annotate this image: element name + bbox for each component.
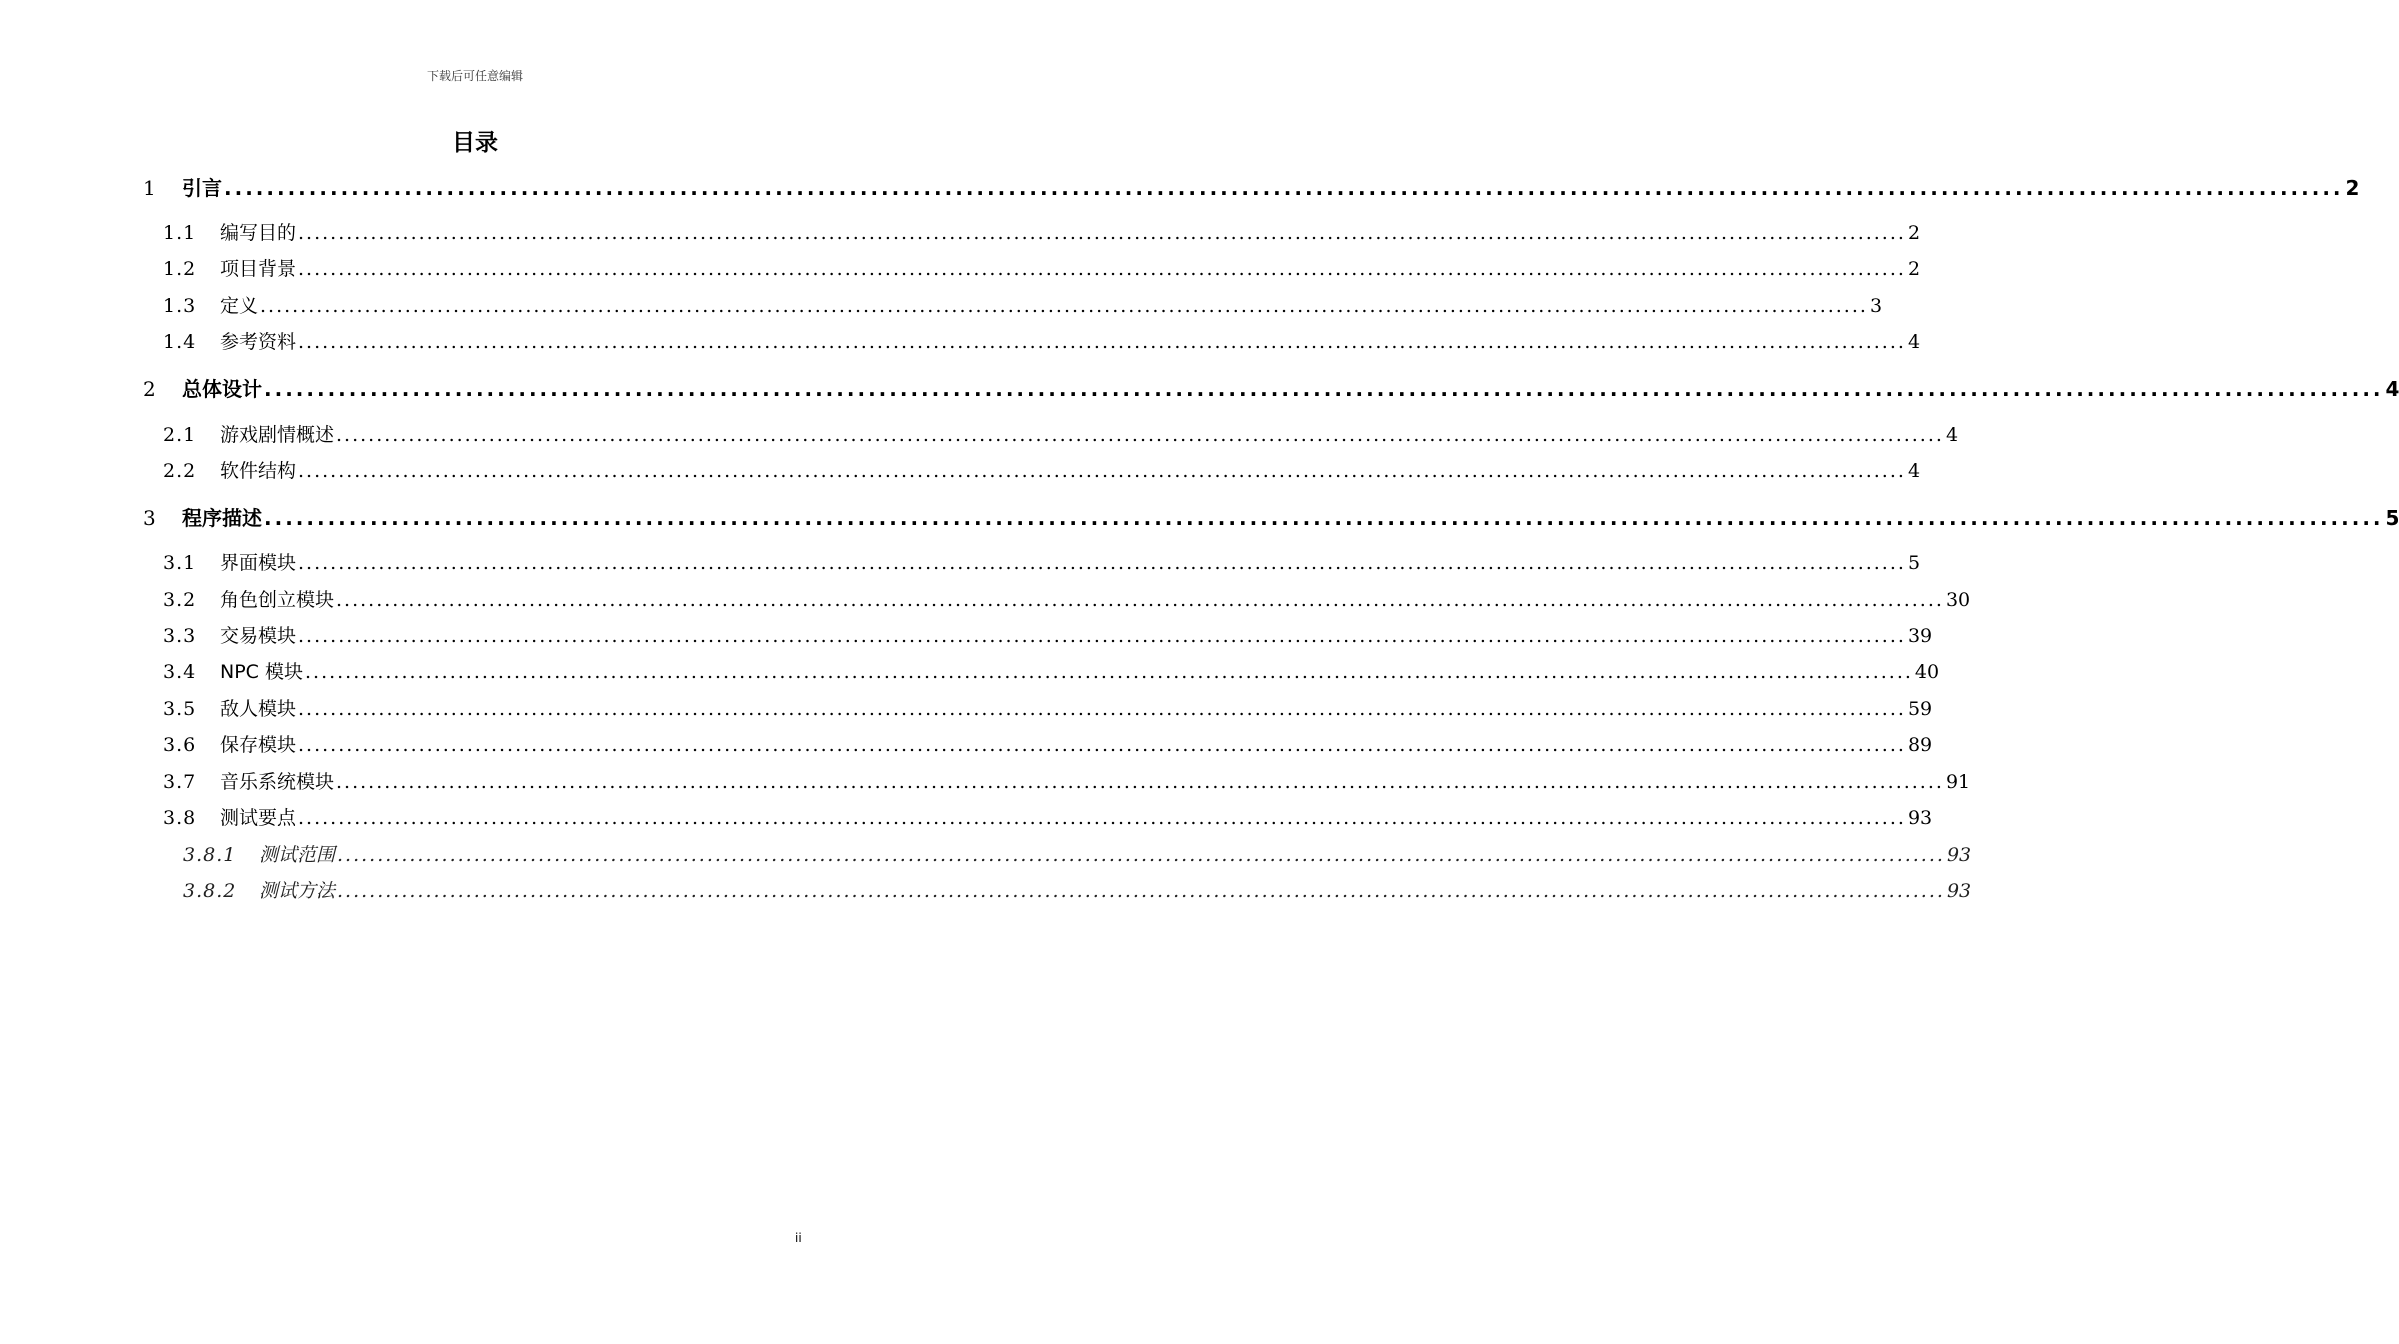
toc-entry[interactable] bbox=[163, 420, 1959, 450]
toc-entry-page: 93 bbox=[1907, 807, 1933, 829]
toc-entry[interactable] bbox=[163, 585, 1971, 615]
toc-entry-page: 91 bbox=[1945, 771, 1971, 793]
toc-entry-page: 2 bbox=[2345, 176, 2360, 200]
toc-entry-number: 2.1 bbox=[163, 424, 197, 446]
toc-entry-number: 3.8.2 bbox=[183, 880, 237, 902]
toc-entry[interactable] bbox=[163, 621, 1933, 651]
toc-entry[interactable] bbox=[163, 456, 1921, 486]
toc-entry-number: 3.8 bbox=[163, 807, 197, 829]
toc-dot-leader: ........................................................................................................................................................................................................ bbox=[298, 698, 1906, 720]
toc-entry-number: 3.4 bbox=[163, 661, 197, 683]
toc-dot-leader: ........................................................................................................................................................................................................ bbox=[298, 331, 1906, 353]
toc-entry[interactable] bbox=[163, 803, 1933, 833]
toc-entry[interactable] bbox=[163, 730, 1933, 760]
toc-entry-number: 3.8.1 bbox=[183, 844, 237, 866]
toc-entry-title: 参考资料 bbox=[220, 331, 297, 353]
toc-entry-page: 3 bbox=[1869, 295, 1883, 317]
toc-dot-leader: ........................................................................................................................................................................................................ bbox=[337, 844, 1945, 866]
toc-entry[interactable] bbox=[183, 840, 1972, 870]
toc-dot-leader: ........................................................................................................................................................................................................ bbox=[336, 771, 1944, 793]
toc-entry-page: 5 bbox=[2385, 506, 2399, 530]
toc-entry-title: 程序描述 bbox=[182, 506, 262, 530]
toc-entry[interactable] bbox=[163, 254, 1921, 284]
toc-entry-page: 4 bbox=[1945, 424, 1959, 446]
toc-dot-leader: ........................................................................................................................................................................................................ bbox=[304, 661, 1913, 683]
toc-entry-title: 游戏剧情概述 bbox=[220, 424, 335, 446]
toc-entry-page: 2 bbox=[1907, 222, 1921, 244]
toc-entry-page: 4 bbox=[1907, 460, 1921, 482]
toc-entry-page: 93 bbox=[1946, 880, 1972, 902]
toc-entry-title: 界面模块 bbox=[220, 552, 297, 574]
toc-entry-title: 引言 bbox=[182, 176, 222, 200]
toc-entry[interactable] bbox=[163, 694, 1933, 724]
toc-entry[interactable] bbox=[143, 172, 2360, 202]
page-header: 下载后可任意编辑 bbox=[426, 69, 523, 83]
toc-entry-number: 1.1 bbox=[163, 222, 197, 244]
toc-entry-number: 2.2 bbox=[163, 460, 197, 482]
toc-entry-page: 40 bbox=[1914, 661, 1940, 683]
toc-dot-leader: ........................................................................................................................................................................................................ bbox=[298, 734, 1906, 756]
toc-entry-number: 1.3 bbox=[163, 295, 197, 317]
toc-entry-number: 3.5 bbox=[163, 698, 197, 720]
toc-entry-page: 30 bbox=[1945, 589, 1971, 611]
toc-dot-leader: ........................................................................................................................................................................................................ bbox=[336, 589, 1944, 611]
toc-entry-number: 3 bbox=[143, 506, 156, 530]
toc-entry[interactable] bbox=[163, 218, 1921, 248]
toc-dot-leader: ........................................................................................................................................................................................................ bbox=[298, 222, 1906, 244]
toc-entry[interactable] bbox=[163, 657, 1940, 687]
toc-entry-number: 1.4 bbox=[163, 331, 197, 353]
toc-dot-leader: ........................................................................................................................................................................................................ bbox=[298, 258, 1906, 280]
toc-entry-number: 3.2 bbox=[163, 589, 197, 611]
toc-entry-title: 项目背景 bbox=[220, 258, 297, 280]
toc-dot-leader: ........................................................................................................................................................................................................ bbox=[224, 176, 2344, 200]
toc-entry[interactable] bbox=[163, 327, 1921, 357]
toc-entry-page: 4 bbox=[2385, 377, 2399, 401]
toc-entry-title: NPC 模块 bbox=[220, 661, 303, 683]
toc-dot-leader: ........................................................................................................................................................................................................ bbox=[298, 625, 1906, 647]
toc-entry[interactable] bbox=[143, 373, 2399, 403]
toc-entry-title: 角色创立模块 bbox=[220, 589, 335, 611]
toc-entry[interactable] bbox=[163, 548, 1921, 578]
toc-entry-title: 测试范围 bbox=[259, 844, 336, 866]
footer-page-number: ii bbox=[795, 1231, 802, 1245]
toc-entry-page: 39 bbox=[1907, 625, 1933, 647]
toc-entry-page: 2 bbox=[1907, 258, 1921, 280]
toc-dot-leader: ........................................................................................................................................................................................................ bbox=[336, 424, 1944, 446]
toc-entry-page: 5 bbox=[1907, 552, 1921, 574]
toc-entry-title: 交易模块 bbox=[220, 625, 297, 647]
toc-entry-title: 测试要点 bbox=[220, 807, 297, 829]
toc-dot-leader: ........................................................................................................................................................................................................ bbox=[264, 506, 2384, 530]
toc-entry-number: 1.2 bbox=[163, 258, 197, 280]
toc-entry-title: 敌人模块 bbox=[220, 698, 297, 720]
toc-entry[interactable] bbox=[163, 767, 1971, 797]
toc-entry-title: 测试方法 bbox=[259, 880, 336, 902]
toc-entry-title: 音乐系统模块 bbox=[220, 771, 335, 793]
toc-entry[interactable] bbox=[143, 502, 2399, 532]
toc-entry-number: 1 bbox=[143, 176, 156, 200]
toc-entry-number: 3.1 bbox=[163, 552, 197, 574]
toc-dot-leader: ........................................................................................................................................................................................................ bbox=[298, 460, 1906, 482]
toc-dot-leader: ........................................................................................................................................................................................................ bbox=[298, 807, 1906, 829]
toc-entry-page: 59 bbox=[1907, 698, 1933, 720]
toc-dot-leader: ........................................................................................................................................................................................................ bbox=[264, 377, 2384, 401]
toc-entry-number: 3.7 bbox=[163, 771, 197, 793]
toc-entry-page: 93 bbox=[1946, 844, 1972, 866]
toc-dot-leader: ........................................................................................................................................................................................................ bbox=[298, 552, 1906, 574]
toc-entry-title: 保存模块 bbox=[220, 734, 297, 756]
toc-entry-number: 3.3 bbox=[163, 625, 197, 647]
toc-entry-number: 3.6 bbox=[163, 734, 197, 756]
toc-title: 目录 bbox=[452, 130, 498, 156]
toc-entry-title: 定义 bbox=[220, 295, 259, 317]
toc-entry-title: 编写目的 bbox=[220, 222, 297, 244]
toc-entry-title: 软件结构 bbox=[220, 460, 297, 482]
toc-entry[interactable] bbox=[163, 291, 1883, 321]
toc-entry-page: 4 bbox=[1907, 331, 1921, 353]
toc-dot-leader: ........................................................................................................................................................................................................ bbox=[337, 880, 1945, 902]
toc-entry-number: 2 bbox=[143, 377, 156, 401]
toc-entry-page: 89 bbox=[1907, 734, 1933, 756]
toc-entry-title: 总体设计 bbox=[182, 377, 262, 401]
toc-dot-leader: ........................................................................................................................................................................................................ bbox=[260, 295, 1868, 317]
toc-entry[interactable] bbox=[183, 876, 1972, 906]
